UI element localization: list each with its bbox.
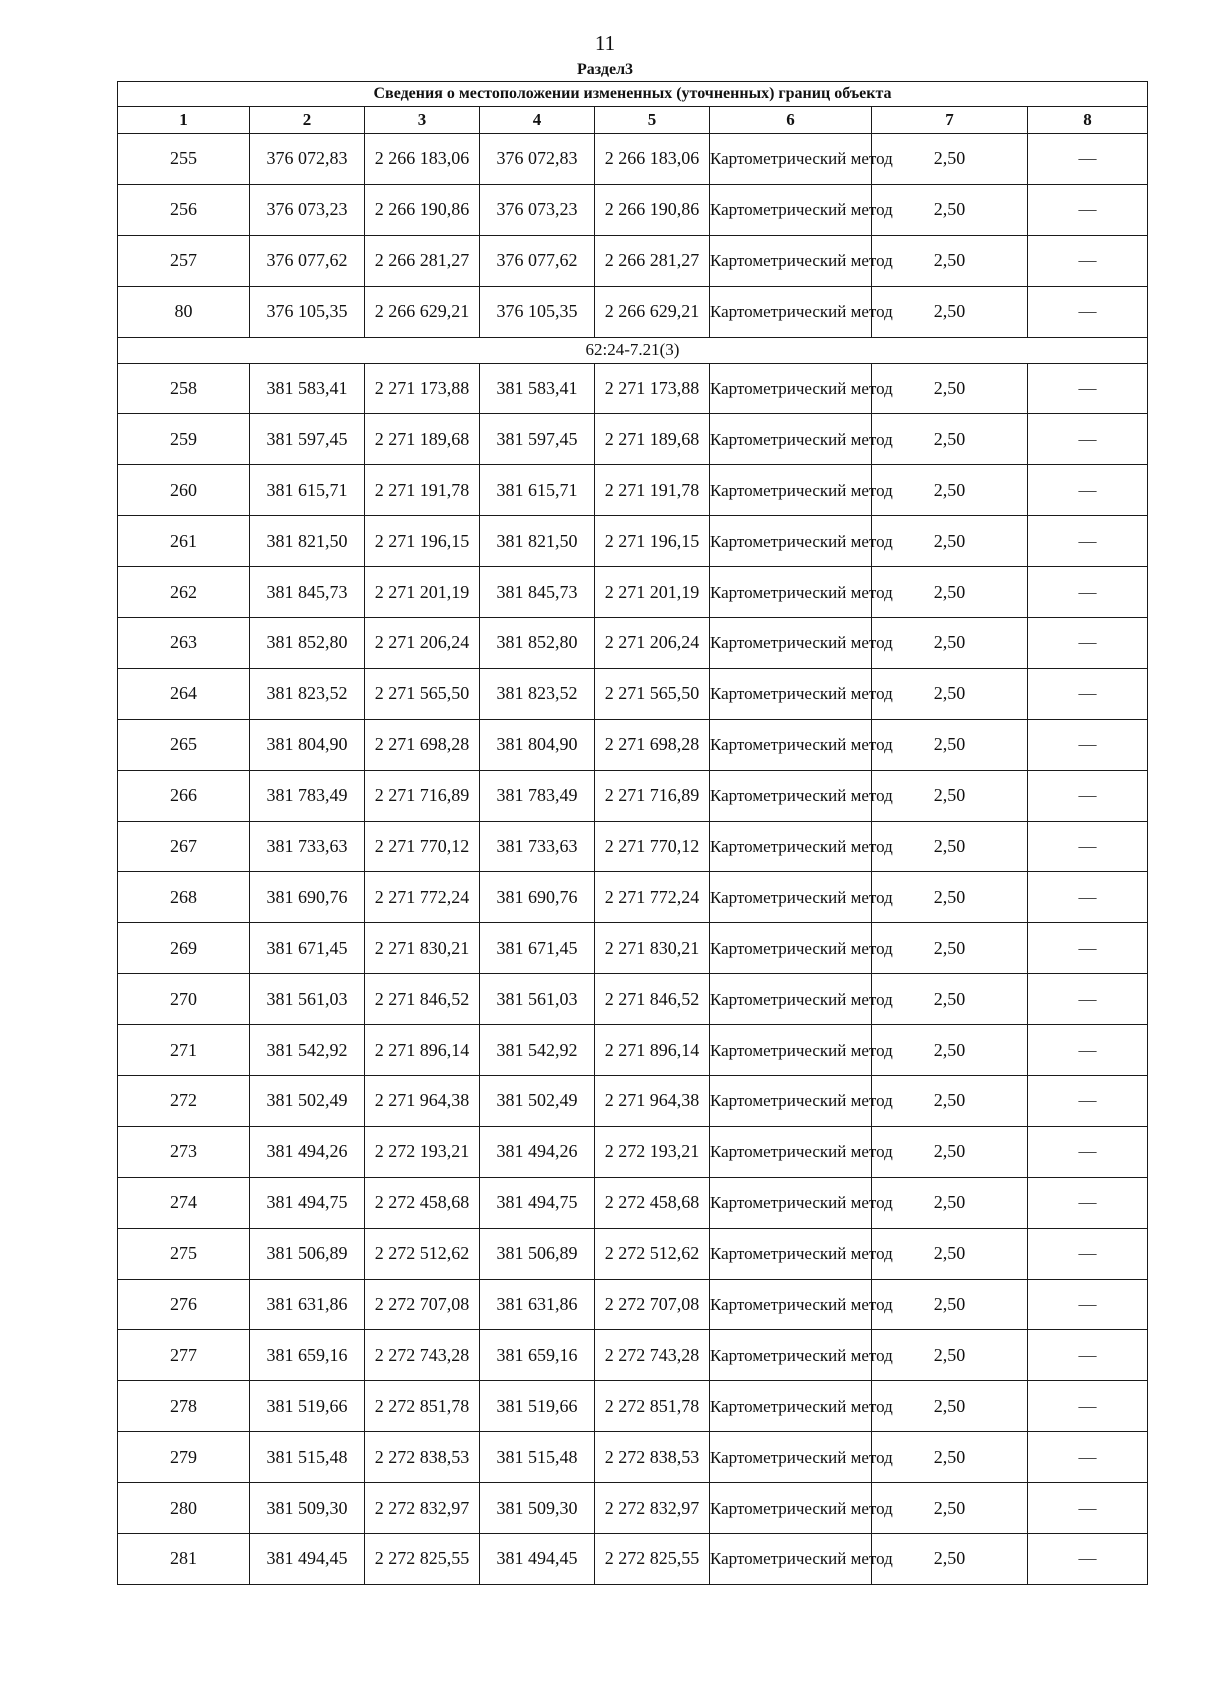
cell-y-new: 2 272 851,78 [595,1381,710,1432]
cell-accuracy: 2,50 [872,668,1028,719]
cell-accuracy: 2,50 [872,184,1028,235]
cell-description: — [1028,516,1148,567]
cell-accuracy: 2,50 [872,1177,1028,1228]
table-row [118,1534,1148,1585]
cell-method: Картометрический метод [710,1025,872,1076]
cell-x-new: 381 506,89 [480,1228,595,1279]
cell-y-new: 2 271 698,28 [595,719,710,770]
cell-accuracy: 2,50 [872,363,1028,414]
cell-description: — [1028,1330,1148,1381]
cell-point-number: 261 [118,516,250,567]
cell-y-new: 2 272 193,21 [595,1126,710,1177]
cell-point-number: 275 [118,1228,250,1279]
column-header: 3 [365,107,480,134]
cell-y-old: 2 271 196,15 [365,516,480,567]
cell-x-new: 381 515,48 [480,1432,595,1483]
cell-accuracy: 2,50 [872,872,1028,923]
cell-x-new: 381 631,86 [480,1279,595,1330]
table-row [118,668,1148,719]
cell-x-old: 381 615,71 [250,465,365,516]
cell-description: — [1028,134,1148,185]
cell-accuracy: 2,50 [872,923,1028,974]
cell-y-new: 2 271 830,21 [595,923,710,974]
cell-x-new: 381 659,16 [480,1330,595,1381]
cell-x-old: 381 542,92 [250,1025,365,1076]
table-row [118,465,1148,516]
table-row [118,770,1148,821]
cell-y-old: 2 271 173,88 [365,363,480,414]
cell-x-new: 381 821,50 [480,516,595,567]
cell-y-new: 2 271 964,38 [595,1076,710,1127]
cell-x-old: 381 502,49 [250,1076,365,1127]
cell-accuracy: 2,50 [872,516,1028,567]
table-row [118,1483,1148,1534]
cell-x-new: 381 509,30 [480,1483,595,1534]
cell-y-old: 2 272 193,21 [365,1126,480,1177]
cell-y-new: 2 271 191,78 [595,465,710,516]
cell-description: — [1028,235,1148,286]
cell-method: Картометрический метод [710,668,872,719]
cell-y-old: 2 272 743,28 [365,1330,480,1381]
cell-method: Картометрический метод [710,184,872,235]
cell-point-number: 80 [118,286,250,337]
cell-description: — [1028,414,1148,465]
cell-x-old: 376 105,35 [250,286,365,337]
cell-x-old: 381 783,49 [250,770,365,821]
cell-y-old: 2 271 896,14 [365,1025,480,1076]
cell-x-new: 381 852,80 [480,618,595,669]
cell-method: Картометрический метод [710,1076,872,1127]
cell-method: Картометрический метод [710,974,872,1025]
cell-method: Картометрический метод [710,286,872,337]
cell-y-old: 2 271 772,24 [365,872,480,923]
cell-accuracy: 2,50 [872,719,1028,770]
cell-x-old: 381 823,52 [250,668,365,719]
column-header: 5 [595,107,710,134]
cell-description: — [1028,770,1148,821]
cell-y-new: 2 272 458,68 [595,1177,710,1228]
cell-accuracy: 2,50 [872,1381,1028,1432]
cell-x-new: 381 804,90 [480,719,595,770]
cell-y-old: 2 266 183,06 [365,134,480,185]
cell-x-old: 381 671,45 [250,923,365,974]
cell-point-number: 279 [118,1432,250,1483]
cell-accuracy: 2,50 [872,1534,1028,1585]
cell-method: Картометрический метод [710,363,872,414]
cell-x-new: 381 583,41 [480,363,595,414]
cell-point-number: 273 [118,1126,250,1177]
cell-x-old: 381 733,63 [250,821,365,872]
cell-accuracy: 2,50 [872,414,1028,465]
cell-method: Картометрический метод [710,1381,872,1432]
cell-x-old: 381 494,26 [250,1126,365,1177]
cell-x-new: 381 783,49 [480,770,595,821]
cell-accuracy: 2,50 [872,821,1028,872]
cell-y-new: 2 266 190,86 [595,184,710,235]
cell-point-number: 255 [118,134,250,185]
cell-accuracy: 2,50 [872,1126,1028,1177]
cell-description: — [1028,286,1148,337]
cell-x-old: 381 494,75 [250,1177,365,1228]
table-row [118,1330,1148,1381]
cell-y-old: 2 271 846,52 [365,974,480,1025]
cell-point-number: 256 [118,184,250,235]
cell-accuracy: 2,50 [872,618,1028,669]
table-row [118,286,1148,337]
cell-point-number: 268 [118,872,250,923]
cell-description: — [1028,1534,1148,1585]
table-header-row [118,107,1148,134]
cell-accuracy: 2,50 [872,286,1028,337]
cell-point-number: 277 [118,1330,250,1381]
cell-accuracy: 2,50 [872,1228,1028,1279]
cell-point-number: 272 [118,1076,250,1127]
cell-point-number: 259 [118,414,250,465]
cell-point-number: 263 [118,618,250,669]
cell-point-number: 267 [118,821,250,872]
table-row [118,184,1148,235]
cell-x-old: 381 506,89 [250,1228,365,1279]
cell-y-old: 2 271 770,12 [365,821,480,872]
cell-x-old: 381 845,73 [250,567,365,618]
cell-y-new: 2 266 281,27 [595,235,710,286]
cell-method: Картометрический метод [710,872,872,923]
table-row [118,567,1148,618]
cell-point-number: 257 [118,235,250,286]
cell-method: Картометрический метод [710,1228,872,1279]
cell-x-new: 381 494,45 [480,1534,595,1585]
cell-description: — [1028,1279,1148,1330]
cell-x-new: 381 561,03 [480,974,595,1025]
column-header: 4 [480,107,595,134]
column-header: 1 [118,107,250,134]
cell-point-number: 266 [118,770,250,821]
table-row [118,974,1148,1025]
table-row [118,1381,1148,1432]
group-label: 62:24-7.21(3) [118,337,1148,363]
cell-description: — [1028,821,1148,872]
table-row [118,363,1148,414]
cell-y-old: 2 271 830,21 [365,923,480,974]
cell-y-old: 2 271 201,19 [365,567,480,618]
cell-x-new: 376 077,62 [480,235,595,286]
cell-x-old: 381 821,50 [250,516,365,567]
cell-y-new: 2 272 825,55 [595,1534,710,1585]
cell-point-number: 258 [118,363,250,414]
cell-description: — [1028,1381,1148,1432]
cell-accuracy: 2,50 [872,1279,1028,1330]
table-row [118,923,1148,974]
cell-point-number: 265 [118,719,250,770]
cell-y-new: 2 271 770,12 [595,821,710,872]
table-row [118,719,1148,770]
cell-method: Картометрический метод [710,235,872,286]
cell-accuracy: 2,50 [872,1330,1028,1381]
cell-x-new: 381 597,45 [480,414,595,465]
cell-method: Картометрический метод [710,1177,872,1228]
table-body [118,134,1148,1585]
cell-y-old: 2 271 189,68 [365,414,480,465]
column-header: 8 [1028,107,1148,134]
cell-accuracy: 2,50 [872,567,1028,618]
cell-description: — [1028,184,1148,235]
table-row [118,414,1148,465]
cell-y-new: 2 271 201,19 [595,567,710,618]
cell-point-number: 278 [118,1381,250,1432]
cell-y-old: 2 271 206,24 [365,618,480,669]
cell-description: — [1028,668,1148,719]
table-row [118,1177,1148,1228]
cell-accuracy: 2,50 [872,465,1028,516]
cell-x-new: 381 494,75 [480,1177,595,1228]
table-row [118,235,1148,286]
cell-y-old: 2 272 707,08 [365,1279,480,1330]
cell-x-old: 381 690,76 [250,872,365,923]
cell-y-old: 2 272 851,78 [365,1381,480,1432]
cell-method: Картометрический метод [710,618,872,669]
cell-point-number: 271 [118,1025,250,1076]
page-number: 11 [594,31,616,55]
cell-point-number: 269 [118,923,250,974]
column-header: 2 [250,107,365,134]
cell-accuracy: 2,50 [872,235,1028,286]
cell-description: — [1028,1483,1148,1534]
cell-description: — [1028,923,1148,974]
cell-x-new: 381 502,49 [480,1076,595,1127]
group-row [118,337,1148,363]
cell-y-new: 2 266 183,06 [595,134,710,185]
cell-point-number: 274 [118,1177,250,1228]
cell-y-old: 2 272 832,97 [365,1483,480,1534]
cell-description: — [1028,872,1148,923]
cell-x-old: 381 519,66 [250,1381,365,1432]
cell-y-old: 2 272 512,62 [365,1228,480,1279]
cell-description: — [1028,1025,1148,1076]
cell-x-old: 381 659,16 [250,1330,365,1381]
table-title: Сведения о местоположении измененных (уточненных) границ объекта [118,82,1148,107]
cell-x-old: 381 509,30 [250,1483,365,1534]
table-row [118,134,1148,185]
cell-x-new: 381 823,52 [480,668,595,719]
cell-x-new: 381 845,73 [480,567,595,618]
cell-y-new: 2 271 189,68 [595,414,710,465]
cell-y-new: 2 271 565,50 [595,668,710,719]
cell-point-number: 280 [118,1483,250,1534]
table-row [118,821,1148,872]
cell-method: Картометрический метод [710,1483,872,1534]
cell-method: Картометрический метод [710,1279,872,1330]
table-row [118,872,1148,923]
cell-x-new: 376 105,35 [480,286,595,337]
cell-accuracy: 2,50 [872,1076,1028,1127]
cell-y-old: 2 266 190,86 [365,184,480,235]
cell-point-number: 260 [118,465,250,516]
cell-point-number: 262 [118,567,250,618]
table-row [118,1228,1148,1279]
cell-y-old: 2 271 716,89 [365,770,480,821]
cell-y-new: 2 272 707,08 [595,1279,710,1330]
cell-x-new: 381 494,26 [480,1126,595,1177]
cell-description: — [1028,567,1148,618]
cell-y-new: 2 271 173,88 [595,363,710,414]
cell-x-old: 376 072,83 [250,134,365,185]
cell-accuracy: 2,50 [872,974,1028,1025]
cell-description: — [1028,363,1148,414]
cell-y-new: 2 272 512,62 [595,1228,710,1279]
cell-description: — [1028,974,1148,1025]
cell-y-new: 2 271 896,14 [595,1025,710,1076]
cell-x-new: 376 073,23 [480,184,595,235]
cell-description: — [1028,1432,1148,1483]
cell-x-new: 381 671,45 [480,923,595,974]
cell-method: Картометрический метод [710,770,872,821]
table-row [118,1126,1148,1177]
cell-x-new: 381 733,63 [480,821,595,872]
cell-accuracy: 2,50 [872,770,1028,821]
table-row [118,516,1148,567]
cell-y-new: 2 271 716,89 [595,770,710,821]
cell-y-new: 2 271 846,52 [595,974,710,1025]
cell-method: Картометрический метод [710,516,872,567]
column-header: 6 [710,107,872,134]
cell-method: Картометрический метод [710,134,872,185]
cell-x-old: 381 583,41 [250,363,365,414]
cell-method: Картометрический метод [710,414,872,465]
cell-y-new: 2 271 772,24 [595,872,710,923]
cell-description: — [1028,1177,1148,1228]
cell-y-new: 2 272 832,97 [595,1483,710,1534]
cell-point-number: 276 [118,1279,250,1330]
cell-y-new: 2 272 743,28 [595,1330,710,1381]
cell-y-old: 2 266 629,21 [365,286,480,337]
cell-y-old: 2 266 281,27 [365,235,480,286]
cell-description: — [1028,1228,1148,1279]
table-row [118,618,1148,669]
cell-accuracy: 2,50 [872,134,1028,185]
cell-method: Картометрический метод [710,1330,872,1381]
cell-x-old: 381 494,45 [250,1534,365,1585]
cell-x-new: 376 072,83 [480,134,595,185]
column-header: 7 [872,107,1028,134]
cell-description: — [1028,1126,1148,1177]
cell-y-new: 2 271 206,24 [595,618,710,669]
cell-x-new: 381 519,66 [480,1381,595,1432]
cell-method: Картометрический метод [710,1534,872,1585]
cell-y-old: 2 271 964,38 [365,1076,480,1127]
cell-x-new: 381 615,71 [480,465,595,516]
cell-y-old: 2 271 565,50 [365,668,480,719]
cell-method: Картометрический метод [710,923,872,974]
cell-accuracy: 2,50 [872,1483,1028,1534]
cell-method: Картометрический метод [710,1126,872,1177]
table-row [118,1432,1148,1483]
cell-x-new: 381 690,76 [480,872,595,923]
cell-x-old: 381 561,03 [250,974,365,1025]
cell-x-old: 381 597,45 [250,414,365,465]
table-row [118,1076,1148,1127]
cell-y-old: 2 272 825,55 [365,1534,480,1585]
cell-x-old: 381 631,86 [250,1279,365,1330]
table-row [118,1279,1148,1330]
section-label: Раздел3 [576,61,634,78]
table-title-row [118,82,1148,107]
cell-x-old: 381 804,90 [250,719,365,770]
cell-x-old: 381 515,48 [250,1432,365,1483]
cell-x-old: 381 852,80 [250,618,365,669]
cell-description: — [1028,1076,1148,1127]
cell-y-new: 2 271 196,15 [595,516,710,567]
cell-point-number: 264 [118,668,250,719]
cell-x-new: 381 542,92 [480,1025,595,1076]
cell-y-old: 2 272 838,53 [365,1432,480,1483]
cell-y-old: 2 272 458,68 [365,1177,480,1228]
cell-description: — [1028,465,1148,516]
cell-method: Картометрический метод [710,1432,872,1483]
cell-y-old: 2 271 191,78 [365,465,480,516]
cell-y-new: 2 266 629,21 [595,286,710,337]
boundaries-table [117,81,1148,1585]
cell-method: Картометрический метод [710,567,872,618]
cell-method: Картометрический метод [710,821,872,872]
cell-point-number: 270 [118,974,250,1025]
cell-description: — [1028,719,1148,770]
cell-y-new: 2 272 838,53 [595,1432,710,1483]
cell-accuracy: 2,50 [872,1025,1028,1076]
cell-x-old: 376 073,23 [250,184,365,235]
table-row [118,1025,1148,1076]
cell-x-old: 376 077,62 [250,235,365,286]
cell-method: Картометрический метод [710,465,872,516]
cell-y-old: 2 271 698,28 [365,719,480,770]
cell-accuracy: 2,50 [872,1432,1028,1483]
cell-method: Картометрический метод [710,719,872,770]
cell-description: — [1028,618,1148,669]
cell-point-number: 281 [118,1534,250,1585]
